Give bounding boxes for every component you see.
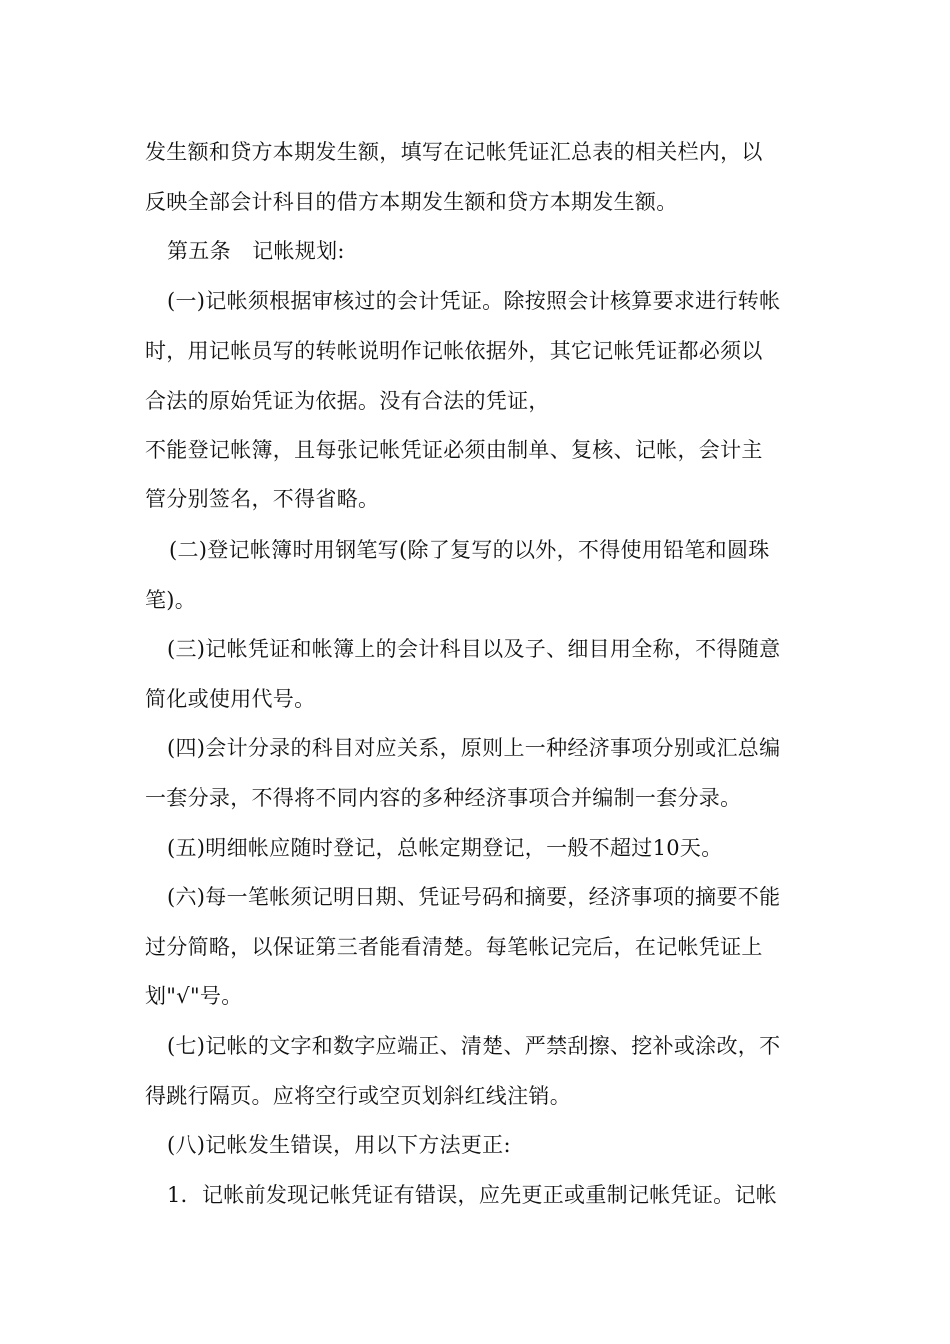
article-heading: 第五条 记帐规划: [167,239,345,263]
text-line: 1．记帐前发现记帐凭证有错误，应先更正或重制记帐凭证。记帐 [167,1183,778,1207]
text-line: (七)记帐的文字和数字应端正、清楚、严禁刮擦、挖补或涂改，不 [167,1034,781,1058]
text-line: 时，用记帐员写的转帐说明作记帐依据外，其它记帐凭证都必须以 [145,339,763,363]
text-line: (四)会计分录的科目对应关系，原则上一种经济事项分别或汇总编 [167,736,781,760]
text-line: 划"√"号。 [145,984,243,1008]
text-line: 合法的原始凭证为依据。没有合法的凭证， [145,389,550,413]
text-line: 简化或使用代号。 [145,687,316,711]
text-line: 得跳行隔页。应将空行或空页划斜红线注销。 [145,1084,571,1108]
text-line: (二)登记帐簿时用钢笔写(除了复写的以外，不得使用铅笔和圆珠 [169,538,770,562]
text-line: 笔)。 [145,588,197,612]
text-line: 反映全部会计科目的借方本期发生额和贷方本期发生额。 [145,190,678,214]
text-line: 不能登记帐簿，且每张记帐凭证必须由制单、复核、记帐，会计主 [145,438,763,462]
text-line: (六)每一笔帐须记明日期、凭证号码和摘要，经济事项的摘要不能 [167,885,781,909]
text-line: 过分简略，以保证第三者能看清楚。每笔帐记完后，在记帐凭证上 [145,935,763,959]
text-line: 一套分录，不得将不同内容的多种经济事项合并编制一套分录。 [145,786,742,810]
text-line: (三)记帐凭证和帐簿上的会计科目以及子、细目用全称，不得随意 [167,637,781,661]
text-line: (一)记帐须根据审核过的会计凭证。除按照会计核算要求进行转帐 [167,289,781,313]
text-line: 发生额和贷方本期发生额，填写在记帐凭证汇总表的相关栏内，以 [145,140,763,164]
text-line: (五)明细帐应随时登记，总帐定期登记，一般不超过10天。 [167,836,723,860]
text-line: 管分别签名，不得省略。 [145,487,380,511]
text-line: (八)记帐发生错误，用以下方法更正: [167,1133,511,1157]
